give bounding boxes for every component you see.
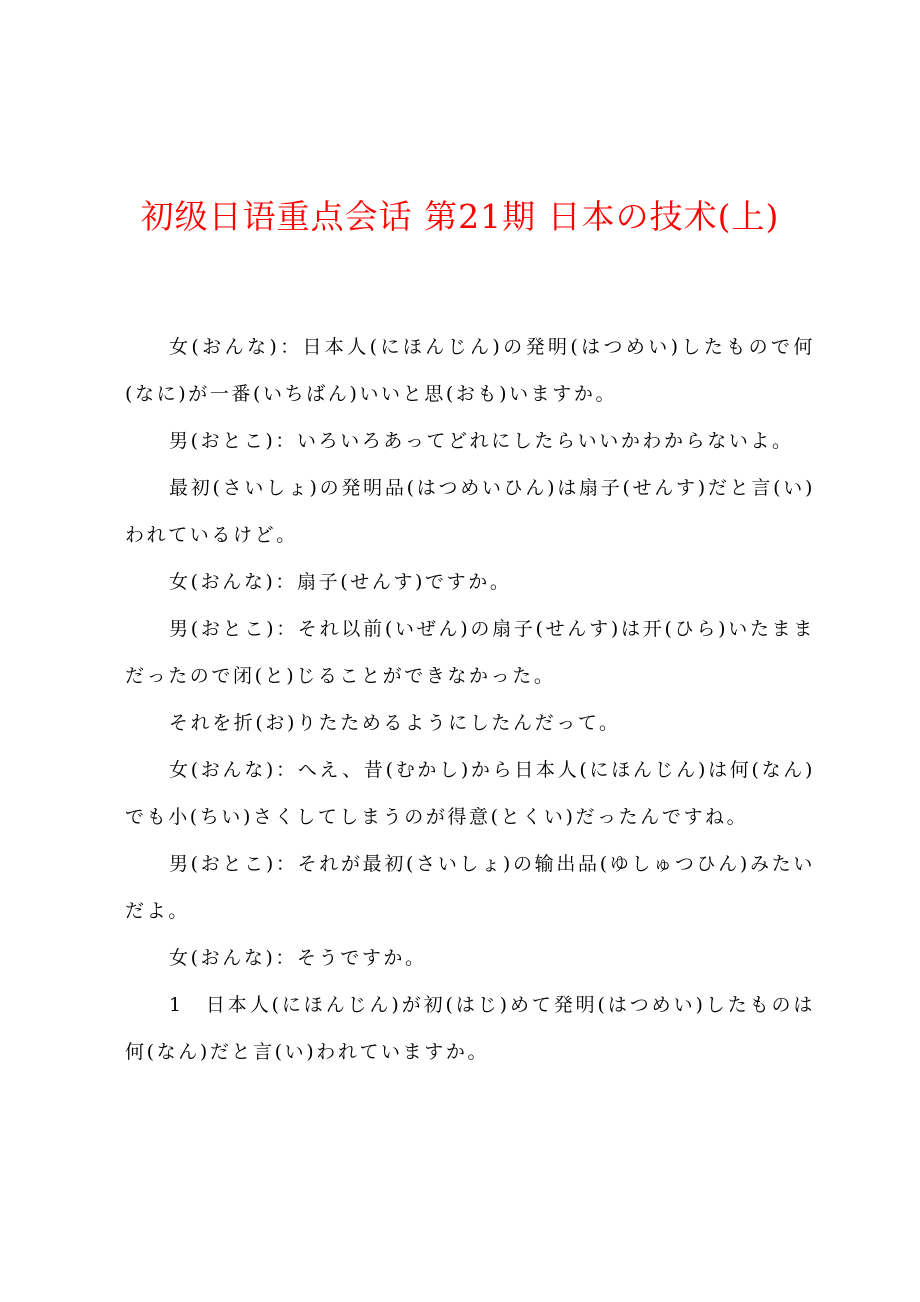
document-title: 初级日语重点会话 第21期 日本の技术(上): [140, 197, 780, 236]
dialogue-paragraph: それを折(お)りたためるようにしたんだって。: [169, 712, 621, 734]
dialogue-paragraph: 男(おとこ)：それ以前(いぜん)の扇子(せんす)は开(ひら)いたままだったので闭(と)じることができなかった。: [125, 618, 815, 687]
dialogue-paragraph: 女(おんな)：へえ、昔(むかし)から日本人(にほんじん)は何(なん)でも小(ちい)さくしてしまうのが得意(とくい)だったんですね。: [125, 759, 815, 828]
dialogue-paragraph: 女(おんな)：日本人(にほんじん)の発明(はつめい)したもので何(なに)が一番(いちばん)いいと思(おも)いますか。: [125, 336, 815, 405]
dialogue-paragraph: 最初(さいしょ)の発明品(はつめいひん)は扇子(せんす)だと言(い)われているけど。: [125, 477, 815, 546]
dialogue-paragraph: 男(おとこ)：それが最初(さいしょ)の输出品(ゆしゅつひん)みたいだよ。: [125, 853, 815, 922]
dialogue-paragraph: 女(おんな)：扇子(せんす)ですか。: [169, 571, 512, 593]
dialogue-paragraph: 女(おんな)：そうですか。: [169, 947, 427, 969]
dialogue-paragraph: 男(おとこ)：いろいろあってどれにしたらいいかわからないよ。: [169, 430, 794, 452]
dialogue-body: [125, 324, 815, 1076]
question-paragraph: 1 日本人(にほんじん)が初(はじ)めて発明(はつめい)したものは何(なん)だと言(い)われていますか。: [125, 994, 815, 1063]
